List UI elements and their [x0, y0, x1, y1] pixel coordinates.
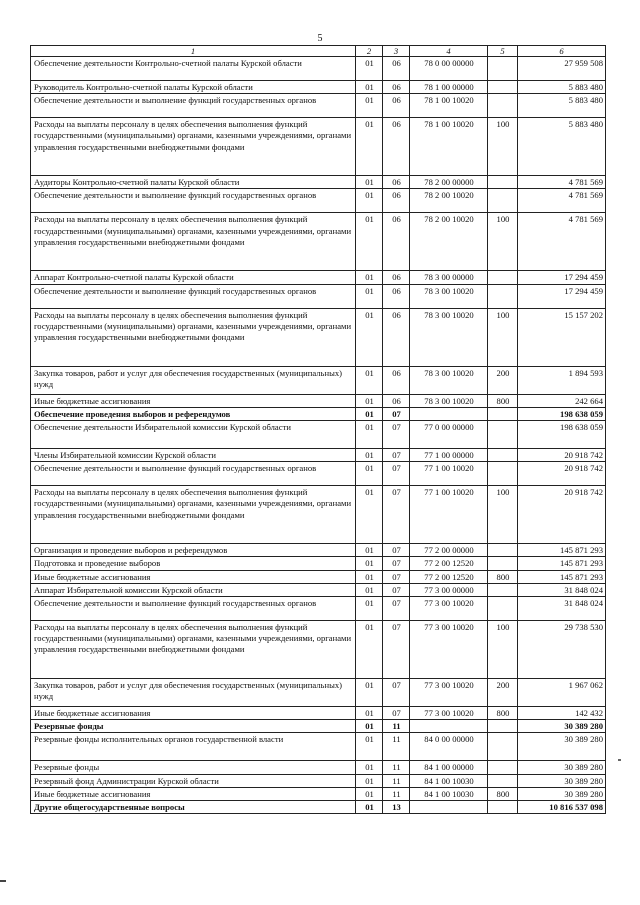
row-target-article-cell [410, 720, 488, 733]
table-row [31, 284, 606, 308]
table-row [31, 774, 606, 787]
table-row [31, 94, 606, 118]
row-name-cell: Обеспечение деятельности Контрольно-счетной палаты Курской области [31, 57, 356, 81]
row-target-article-cell: 84 1 00 00000 [410, 761, 488, 774]
table-row [31, 621, 606, 679]
row-section-cell: 01 [356, 787, 383, 800]
row-name-cell: Расходы на выплаты персоналу в целях обеспечения выполнения функций государственными (муниципальными) органами, казенными учреждениями, органами управления государственными внебюджетными фондами [31, 118, 356, 176]
table-row [31, 308, 606, 366]
row-expense-type-cell [488, 421, 518, 449]
row-amount-cell: 242 664 [518, 394, 606, 407]
row-subsection-cell: 06 [383, 189, 410, 213]
row-target-article-cell: 77 1 00 10020 [410, 486, 488, 544]
row-name-cell: Иные бюджетные ассигнования [31, 394, 356, 407]
row-target-article-cell: 77 2 00 12520 [410, 557, 488, 570]
row-amount-cell: 15 157 202 [518, 308, 606, 366]
table-row [31, 81, 606, 94]
row-target-article-cell: 77 1 00 00000 [410, 449, 488, 462]
table-row [31, 366, 606, 394]
row-subsection-cell: 06 [383, 271, 410, 284]
row-expense-type-cell [488, 271, 518, 284]
row-expense-type-cell [488, 176, 518, 189]
table-row [31, 801, 606, 814]
row-amount-cell: 30 389 280 [518, 787, 606, 800]
row-amount-cell: 4 781 569 [518, 213, 606, 271]
row-expense-type-cell: 100 [488, 308, 518, 366]
row-section-cell: 01 [356, 801, 383, 814]
row-name-cell: Организация и проведение выборов и референдумов [31, 544, 356, 557]
row-amount-cell: 30 389 280 [518, 720, 606, 733]
row-target-article-cell: 77 0 00 00000 [410, 421, 488, 449]
row-target-article-cell: 78 1 00 10020 [410, 118, 488, 176]
row-section-cell: 01 [356, 733, 383, 761]
row-expense-type-cell [488, 557, 518, 570]
col-header-section: 2 [356, 46, 383, 57]
row-amount-cell: 17 294 459 [518, 284, 606, 308]
row-section-cell: 01 [356, 707, 383, 720]
row-expense-type-cell [488, 597, 518, 621]
row-amount-cell: 27 959 508 [518, 57, 606, 81]
row-expense-type-cell: 200 [488, 679, 518, 707]
row-amount-cell: 142 432 [518, 707, 606, 720]
row-expense-type-cell [488, 801, 518, 814]
row-amount-cell: 20 918 742 [518, 486, 606, 544]
row-expense-type-cell [488, 544, 518, 557]
row-amount-cell: 30 389 280 [518, 733, 606, 761]
row-amount-cell: 31 848 024 [518, 583, 606, 596]
row-target-article-cell: 77 3 00 10020 [410, 707, 488, 720]
row-target-article-cell: 77 3 00 10020 [410, 679, 488, 707]
table-row [31, 271, 606, 284]
row-amount-cell: 10 816 537 098 [518, 801, 606, 814]
row-section-cell: 01 [356, 679, 383, 707]
row-subsection-cell: 06 [383, 57, 410, 81]
row-section-cell: 01 [356, 407, 383, 420]
row-section-cell: 01 [356, 366, 383, 394]
row-subsection-cell: 11 [383, 720, 410, 733]
row-name-cell: Расходы на выплаты персоналу в целях обеспечения выполнения функций государственными (муниципальными) органами, казенными учреждениями, органами управления государственными внебюджетными фондами [31, 486, 356, 544]
row-name-cell: Расходы на выплаты персоналу в целях обеспечения выполнения функций государственными (муниципальными) органами, казенными учреждениями, органами управления государственными внебюджетными фондами [31, 308, 356, 366]
row-expense-type-cell: 100 [488, 621, 518, 679]
table-body [31, 57, 606, 814]
row-target-article-cell [410, 407, 488, 420]
row-subsection-cell: 07 [383, 557, 410, 570]
row-expense-type-cell [488, 583, 518, 596]
row-expense-type-cell: 100 [488, 118, 518, 176]
row-target-article-cell: 78 3 00 10020 [410, 366, 488, 394]
row-target-article-cell: 77 3 00 10020 [410, 597, 488, 621]
row-amount-cell: 4 781 569 [518, 176, 606, 189]
table-row [31, 583, 606, 596]
table-row [31, 394, 606, 407]
row-section-cell: 01 [356, 621, 383, 679]
table-row [31, 544, 606, 557]
row-amount-cell: 5 883 480 [518, 81, 606, 94]
row-expense-type-cell: 100 [488, 213, 518, 271]
row-expense-type-cell [488, 720, 518, 733]
row-section-cell: 01 [356, 421, 383, 449]
row-target-article-cell: 84 1 00 10030 [410, 787, 488, 800]
row-target-article-cell: 78 1 00 00000 [410, 81, 488, 94]
row-name-cell: Обеспечение деятельности и выполнение функций государственных органов [31, 284, 356, 308]
row-target-article-cell: 78 0 00 00000 [410, 57, 488, 81]
table-row [31, 407, 606, 420]
table-row [31, 57, 606, 81]
row-subsection-cell: 07 [383, 486, 410, 544]
row-section-cell: 01 [356, 213, 383, 271]
col-header-target-article: 4 [410, 46, 488, 57]
budget-table [30, 45, 606, 814]
scan-artifact [0, 880, 6, 882]
row-amount-cell: 5 883 480 [518, 94, 606, 118]
row-section-cell: 01 [356, 449, 383, 462]
row-amount-cell: 29 738 530 [518, 621, 606, 679]
row-name-cell: Аудиторы Контрольно-счетной палаты Курской области [31, 176, 356, 189]
row-subsection-cell: 06 [383, 176, 410, 189]
row-subsection-cell: 06 [383, 213, 410, 271]
table-row [31, 597, 606, 621]
row-name-cell: Иные бюджетные ассигнования [31, 570, 356, 583]
row-amount-cell: 17 294 459 [518, 271, 606, 284]
row-target-article-cell: 84 0 00 00000 [410, 733, 488, 761]
row-section-cell: 01 [356, 583, 383, 596]
row-subsection-cell: 11 [383, 787, 410, 800]
row-expense-type-cell: 800 [488, 707, 518, 720]
row-amount-cell: 198 638 059 [518, 421, 606, 449]
header-row [31, 46, 606, 57]
row-target-article-cell: 77 2 00 12520 [410, 570, 488, 583]
row-subsection-cell: 07 [383, 679, 410, 707]
table-row [31, 761, 606, 774]
row-expense-type-cell [488, 774, 518, 787]
row-amount-cell: 145 871 293 [518, 557, 606, 570]
row-section-cell: 01 [356, 57, 383, 81]
row-section-cell: 01 [356, 774, 383, 787]
row-subsection-cell: 07 [383, 583, 410, 596]
row-name-cell: Другие общегосударственные вопросы [31, 801, 356, 814]
row-section-cell: 01 [356, 308, 383, 366]
row-subsection-cell: 11 [383, 774, 410, 787]
row-section-cell: 01 [356, 761, 383, 774]
row-name-cell: Резервные фонды [31, 720, 356, 733]
row-subsection-cell: 11 [383, 733, 410, 761]
row-name-cell: Резервные фонды [31, 761, 356, 774]
row-subsection-cell: 07 [383, 707, 410, 720]
row-expense-type-cell [488, 57, 518, 81]
row-subsection-cell: 06 [383, 394, 410, 407]
row-section-cell: 01 [356, 189, 383, 213]
row-name-cell: Закупка товаров, работ и услуг для обеспечения государственных (муниципальных) нужд [31, 679, 356, 707]
table-row [31, 570, 606, 583]
table-row [31, 486, 606, 544]
row-section-cell: 01 [356, 394, 383, 407]
row-target-article-cell: 77 2 00 00000 [410, 544, 488, 557]
table-row [31, 707, 606, 720]
row-target-article-cell: 78 1 00 10020 [410, 94, 488, 118]
row-name-cell: Руководитель Контрольно-счетной палаты Курской области [31, 81, 356, 94]
row-expense-type-cell [488, 284, 518, 308]
row-amount-cell: 31 848 024 [518, 597, 606, 621]
row-subsection-cell: 06 [383, 366, 410, 394]
table-row [31, 213, 606, 271]
col-header-subsection: 3 [383, 46, 410, 57]
row-target-article-cell: 78 3 00 10020 [410, 284, 488, 308]
row-subsection-cell: 07 [383, 544, 410, 557]
row-section-cell: 01 [356, 557, 383, 570]
row-name-cell: Закупка товаров, работ и услуг для обеспечения государственных (муниципальных) нужд [31, 366, 356, 394]
row-name-cell: Расходы на выплаты персоналу в целях обеспечения выполнения функций государственными (муниципальными) органами, казенными учреждениями, органами управления государственными внебюджетными фондами [31, 213, 356, 271]
row-section-cell: 01 [356, 81, 383, 94]
row-amount-cell: 30 389 280 [518, 761, 606, 774]
table-row [31, 462, 606, 486]
row-expense-type-cell [488, 761, 518, 774]
row-section-cell: 01 [356, 544, 383, 557]
row-name-cell: Обеспечение деятельности и выполнение функций государственных органов [31, 597, 356, 621]
row-target-article-cell: 78 3 00 10020 [410, 394, 488, 407]
row-expense-type-cell [488, 733, 518, 761]
col-header-amount: 6 [518, 46, 606, 57]
row-name-cell: Члены Избирательной комиссии Курской области [31, 449, 356, 462]
row-expense-type-cell: 800 [488, 394, 518, 407]
row-amount-cell: 1 894 593 [518, 366, 606, 394]
row-subsection-cell: 06 [383, 94, 410, 118]
row-expense-type-cell [488, 189, 518, 213]
row-subsection-cell: 07 [383, 597, 410, 621]
row-name-cell: Аппарат Контрольно-счетной палаты Курской области [31, 271, 356, 284]
row-name-cell: Подготовка и проведение выборов [31, 557, 356, 570]
row-section-cell: 01 [356, 597, 383, 621]
row-section-cell: 01 [356, 570, 383, 583]
row-subsection-cell: 06 [383, 284, 410, 308]
table-row [31, 733, 606, 761]
row-amount-cell: 30 389 280 [518, 774, 606, 787]
row-expense-type-cell: 800 [488, 787, 518, 800]
table-row [31, 557, 606, 570]
table-row [31, 787, 606, 800]
row-expense-type-cell [488, 94, 518, 118]
row-amount-cell: 1 967 062 [518, 679, 606, 707]
col-header-name: 1 [31, 46, 356, 57]
row-expense-type-cell [488, 449, 518, 462]
row-target-article-cell: 78 3 00 00000 [410, 271, 488, 284]
row-section-cell: 01 [356, 486, 383, 544]
row-name-cell: Расходы на выплаты персоналу в целях обеспечения выполнения функций государственными (муниципальными) органами, казенными учреждениями, органами управления государственными внебюджетными фондами [31, 621, 356, 679]
row-target-article-cell: 84 1 00 10030 [410, 774, 488, 787]
row-expense-type-cell [488, 407, 518, 420]
row-target-article-cell [410, 801, 488, 814]
scan-artifact [618, 759, 621, 761]
row-amount-cell: 5 883 480 [518, 118, 606, 176]
row-expense-type-cell: 200 [488, 366, 518, 394]
row-target-article-cell: 78 3 00 10020 [410, 308, 488, 366]
row-name-cell: Обеспечение деятельности и выполнение функций государственных органов [31, 94, 356, 118]
row-section-cell: 01 [356, 176, 383, 189]
row-name-cell: Обеспечение деятельности и выполнение функций государственных органов [31, 462, 356, 486]
row-amount-cell: 198 638 059 [518, 407, 606, 420]
row-target-article-cell: 77 3 00 10020 [410, 621, 488, 679]
row-expense-type-cell [488, 81, 518, 94]
row-name-cell: Аппарат Избирательной комиссии Курской области [31, 583, 356, 596]
row-section-cell: 01 [356, 271, 383, 284]
page-number: 5 [317, 33, 323, 44]
row-expense-type-cell: 100 [488, 486, 518, 544]
row-subsection-cell: 07 [383, 621, 410, 679]
row-amount-cell: 4 781 569 [518, 189, 606, 213]
row-expense-type-cell: 800 [488, 570, 518, 583]
row-section-cell: 01 [356, 462, 383, 486]
table-row [31, 679, 606, 707]
row-subsection-cell: 07 [383, 570, 410, 583]
row-target-article-cell: 78 2 00 10020 [410, 189, 488, 213]
row-name-cell: Иные бюджетные ассигнования [31, 787, 356, 800]
row-section-cell: 01 [356, 284, 383, 308]
row-target-article-cell: 78 2 00 10020 [410, 213, 488, 271]
row-subsection-cell: 06 [383, 81, 410, 94]
table-row [31, 118, 606, 176]
row-name-cell: Обеспечение деятельности и выполнение функций государственных органов [31, 189, 356, 213]
row-target-article-cell: 77 1 00 10020 [410, 462, 488, 486]
row-subsection-cell: 06 [383, 118, 410, 176]
row-subsection-cell: 07 [383, 407, 410, 420]
row-section-cell: 01 [356, 94, 383, 118]
row-name-cell: Обеспечение деятельности Избирательной комиссии Курской области [31, 421, 356, 449]
row-target-article-cell: 78 2 00 00000 [410, 176, 488, 189]
row-subsection-cell: 07 [383, 462, 410, 486]
row-name-cell: Резервные фонды исполнительных органов государственной власти [31, 733, 356, 761]
row-subsection-cell: 13 [383, 801, 410, 814]
row-name-cell: Резервный фонд Администрации Курской области [31, 774, 356, 787]
col-header-expense-type: 5 [488, 46, 518, 57]
row-subsection-cell: 07 [383, 421, 410, 449]
table-row [31, 449, 606, 462]
table-row [31, 189, 606, 213]
row-section-cell: 01 [356, 118, 383, 176]
row-name-cell: Обеспечение проведения выборов и референдумов [31, 407, 356, 420]
table-row [31, 421, 606, 449]
row-amount-cell: 20 918 742 [518, 449, 606, 462]
table-row [31, 720, 606, 733]
row-amount-cell: 145 871 293 [518, 570, 606, 583]
row-name-cell: Иные бюджетные ассигнования [31, 707, 356, 720]
row-amount-cell: 145 871 293 [518, 544, 606, 557]
row-subsection-cell: 11 [383, 761, 410, 774]
row-section-cell: 01 [356, 720, 383, 733]
row-subsection-cell: 07 [383, 449, 410, 462]
row-target-article-cell: 77 3 00 00000 [410, 583, 488, 596]
row-subsection-cell: 06 [383, 308, 410, 366]
row-amount-cell: 20 918 742 [518, 462, 606, 486]
table-row [31, 176, 606, 189]
row-expense-type-cell [488, 462, 518, 486]
